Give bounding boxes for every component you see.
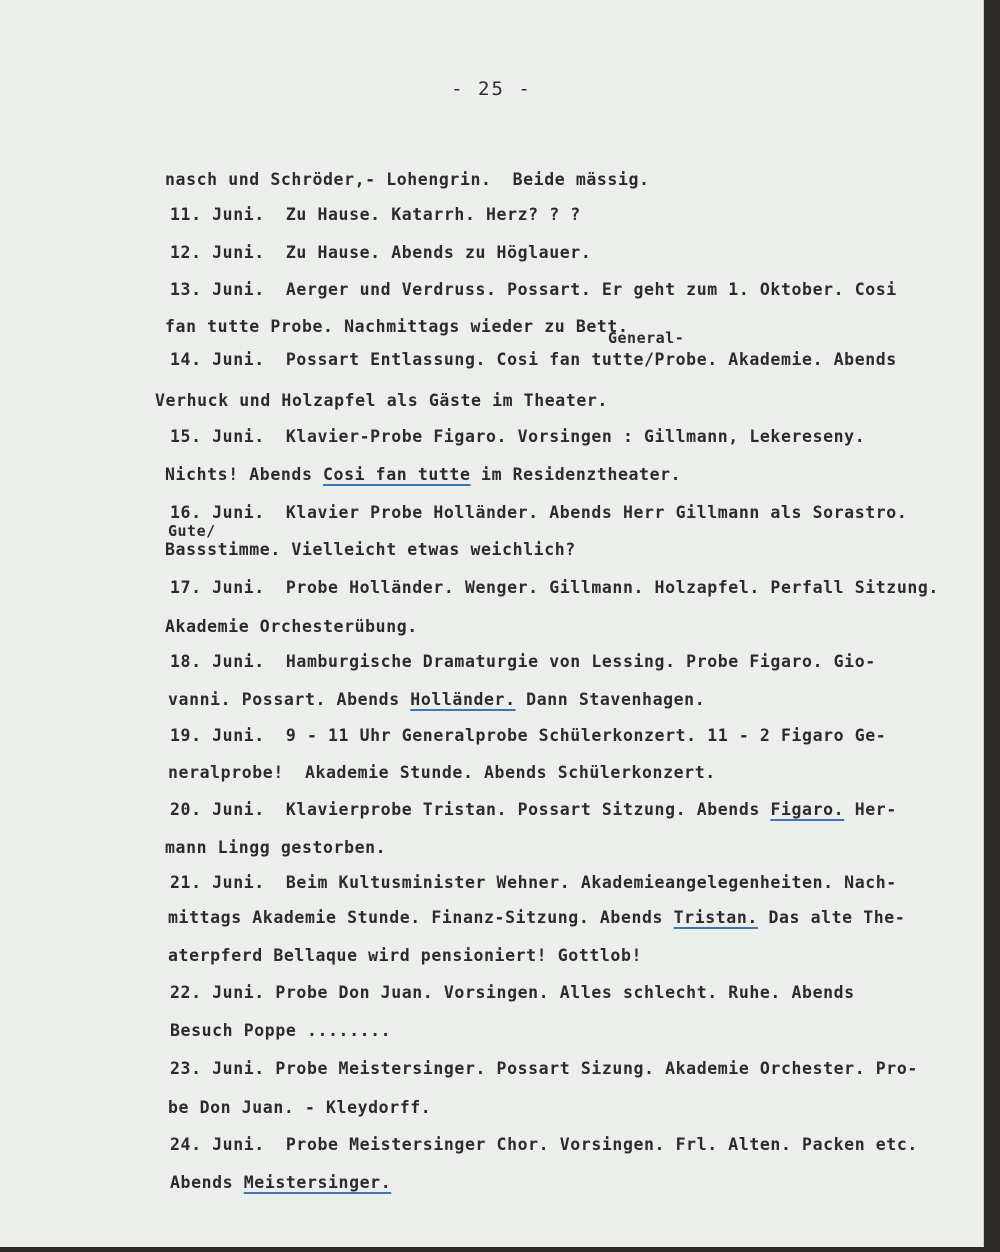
text-segment: Abends bbox=[170, 1173, 244, 1192]
text-segment: 20. Juni. Klavierprobe Tristan. Possart Sitzung. Abends bbox=[170, 800, 771, 819]
text-line bbox=[165, 838, 386, 857]
text-line bbox=[168, 763, 716, 782]
text-segment: 16. Juni. Klavier Probe Holländer. Abends Herr Gillmann als Sorastro. bbox=[170, 503, 908, 522]
text-line bbox=[170, 800, 897, 819]
text-line bbox=[170, 350, 897, 369]
text-segment: 17. Juni. Probe Holländer. Wenger. Gillmann. Holzapfel. Perfall Sitzung. bbox=[170, 578, 939, 597]
text-line bbox=[170, 873, 897, 892]
text-segment: mann Lingg gestorben. bbox=[165, 838, 387, 857]
text-line bbox=[170, 726, 886, 745]
text-segment: 22. Juni. Probe Don Juan. Vorsingen. Alles schlecht. Ruhe. Abends bbox=[170, 983, 855, 1002]
text-segment: be Don Juan. - Kleydorff. bbox=[168, 1098, 432, 1117]
text-segment: Das alte The- bbox=[757, 908, 906, 927]
text-segment: Besuch Poppe ........ bbox=[170, 1021, 392, 1040]
underlined-title: Holländer. bbox=[410, 690, 516, 709]
text-segment: 14. Juni. Possart Entlassung. Cosi fan tutte/Probe. Akademie. Abends bbox=[170, 350, 897, 369]
text-line bbox=[170, 1135, 918, 1154]
text-segment: neralprobe! Akademie Stunde. Abends Schülerkonzert. bbox=[168, 763, 716, 782]
text-line bbox=[170, 1173, 391, 1192]
text-segment: mittags Akademie Stunde. Finanz-Sitzung. Abends bbox=[168, 908, 674, 927]
text-segment: fan tutte Probe. Nachmittags wieder zu Bett. bbox=[165, 317, 629, 336]
text-segment: Bassstimme. Vielleicht etwas weichlich? bbox=[165, 540, 576, 559]
text-line bbox=[170, 243, 591, 262]
text-segment: Verhuck und Holzapfel als Gäste im Theater. bbox=[155, 391, 608, 410]
text-line bbox=[168, 1098, 431, 1117]
underlined-title: Meistersinger. bbox=[243, 1173, 392, 1192]
text-line bbox=[170, 652, 876, 671]
text-line bbox=[170, 503, 907, 522]
text-segment: 23. Juni. Probe Meistersinger. Possart Sizung. Akademie Orchester. Pro- bbox=[170, 1059, 918, 1078]
text-segment: Akademie Orchesterübung. bbox=[165, 617, 418, 636]
text-segment: 11. Juni. Zu Hause. Katarrh. Herz? ? ? bbox=[170, 205, 581, 224]
text-segment: 19. Juni. 9 - 11 Uhr Generalprobe Schülerkonzert. 11 - 2 Figaro Ge- bbox=[170, 726, 887, 745]
text-line bbox=[170, 578, 939, 597]
annotation-gute: Gute/ bbox=[168, 522, 216, 540]
text-line bbox=[170, 280, 897, 299]
text-segment: 12. Juni. Zu Hause. Abends zu Höglauer. bbox=[170, 243, 592, 262]
text-segment: 24. Juni. Probe Meistersinger Chor. Vorsingen. Frl. Alten. Packen etc. bbox=[170, 1135, 918, 1154]
text-line bbox=[165, 617, 418, 636]
text-segment: Her- bbox=[844, 800, 897, 819]
text-segment: Nichts! Abends bbox=[165, 465, 324, 484]
text-segment: 15. Juni. Klavier-Probe Figaro. Vorsingen : Gillmann, Lekereseny. bbox=[170, 427, 866, 446]
text-line bbox=[165, 540, 576, 559]
text-segment: vanni. Possart. Abends bbox=[168, 690, 411, 709]
text-line bbox=[155, 391, 608, 410]
underlined-title: Cosi fan tutte bbox=[323, 465, 471, 484]
text-line bbox=[165, 465, 681, 484]
text-line bbox=[170, 983, 855, 1002]
text-line bbox=[165, 317, 629, 336]
text-segment: aterpferd Bellaque wird pensioniert! Gottlob! bbox=[168, 946, 643, 965]
text-line bbox=[170, 205, 581, 224]
text-line bbox=[168, 690, 705, 709]
annotation-general: General- bbox=[608, 329, 685, 347]
underlined-title: Figaro. bbox=[770, 800, 845, 819]
text-segment: 18. Juni. Hamburgische Dramaturgie von Lessing. Probe Figaro. Gio- bbox=[170, 652, 876, 671]
text-segment: nasch und Schröder,- Lohengrin. Beide mässig. bbox=[165, 170, 650, 189]
text-line bbox=[168, 908, 905, 927]
text-line bbox=[170, 427, 865, 446]
text-line bbox=[168, 946, 642, 965]
underlined-title: Tristan. bbox=[673, 908, 758, 927]
page-number: - 25 - bbox=[451, 78, 532, 100]
text-segment: 21. Juni. Beim Kultusminister Wehner. Akademieangelegenheiten. Nach- bbox=[170, 873, 897, 892]
text-line bbox=[165, 170, 650, 189]
text-segment: 13. Juni. Aerger und Verdruss. Possart. Er geht zum 1. Oktober. Cosi bbox=[170, 280, 897, 299]
text-line bbox=[170, 1021, 391, 1040]
text-segment: Dann Stavenhagen. bbox=[515, 690, 706, 709]
text-segment: im Residenztheater. bbox=[470, 465, 682, 484]
text-line bbox=[170, 1059, 918, 1078]
